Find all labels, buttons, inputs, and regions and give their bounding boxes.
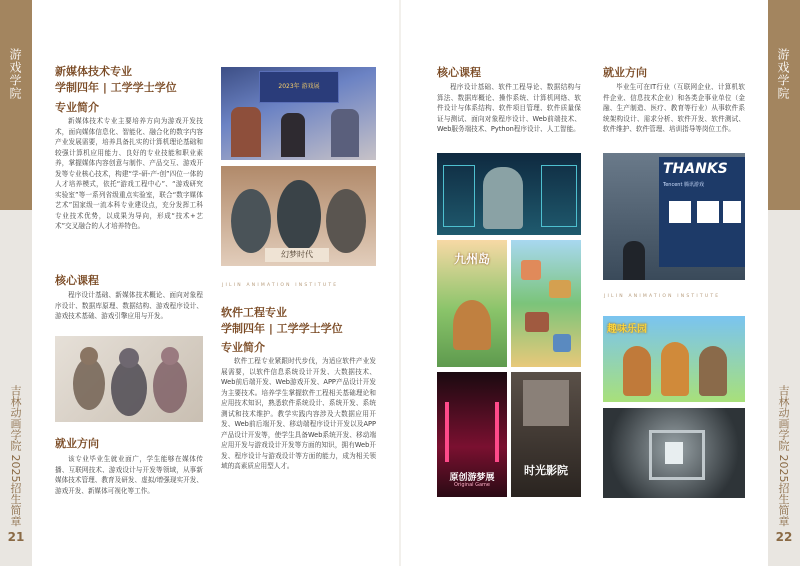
right-tab-label: 游戏学院 <box>776 48 790 100</box>
qr-code-1 <box>669 201 691 223</box>
jiuzhou-title: 九州岛 <box>453 252 490 266</box>
qr-code-2 <box>697 201 719 223</box>
render-caption: 幻梦时代 <box>265 248 329 262</box>
major1-degree: 学制四年 | 工学学士学位 <box>55 81 177 94</box>
qr-code-3 <box>723 201 741 223</box>
expo-banner: 2023年 游戏展 <box>259 71 339 103</box>
major2-title: 软件工程专业 <box>221 306 287 319</box>
left-page-number: 21 <box>7 530 25 544</box>
sci-fi-corridor-render <box>603 408 745 498</box>
original-game-exhibition-photo <box>437 372 507 497</box>
game-characters-render <box>221 166 376 266</box>
tencent-event-photo <box>603 153 745 280</box>
thanks-subtext: Tencent 腾讯游戏 <box>663 182 704 188</box>
game-map-screenshot <box>511 240 581 367</box>
thanks-text: THANKS <box>663 161 728 177</box>
expo-photo <box>221 67 376 160</box>
major1-intro-text: 新媒体技术专业主要培养方向为游戏开发技术，面向媒体信息化、智能化、融合化的数字内容产业发展需要，培养具备扎实的计算机理论基础和较强计算机应用能力、良好的专业技能和职业素养，掌握媒体内容创意与制作、产品交互、游戏开发等专业核心技术，构建“学-研-产-创”四位一体的人才培养模式，依托“游戏工程中心”、“游戏研究实验室”等一系列省级重点实验室，联合“数字媒体艺术”国家级一流本科专业建设点，充分发挥工科专业技术优势，以成果为导向，形成“技术+艺术”交叉融合的人才培养特色。 <box>55 117 203 230</box>
game-poster-jiuzhou <box>437 240 507 367</box>
major1-header <box>55 64 203 96</box>
sw-career-heading: 就业方向 <box>603 66 647 79</box>
sw-courses-heading: 核心课程 <box>437 66 481 79</box>
major1-title: 新媒体技术专业 <box>55 65 132 78</box>
sw-career-text: 毕业生可在IT行业（互联网企业、计算机软件企业、信息技术企业）和各类企事业单位（金融、生产制造、医疗、教育等行业）从事软件系统架构设计、需求分析、软件开发、软件测试、软件维护、软件管理、培训指导等岗位工作。 <box>603 83 745 133</box>
right-brand-line: JILIN ANIMATION INSTITUTE <box>604 294 721 299</box>
right-side-title: 吉林动画学院 2025招生简章 <box>777 385 790 527</box>
major1-intro-heading: 专业简介 <box>55 101 99 114</box>
major1-courses-text: 程序设计基础、新媒体技术概论、面向对象程序设计、数据库原理、数据结构、游戏程序设计、游戏技术基础、游戏引擎应用与开发。 <box>55 291 203 320</box>
major2-header <box>221 305 376 337</box>
original-game-subtitle: Original Game <box>453 482 491 488</box>
right-spine <box>768 0 800 566</box>
time-cinema-title: 时光影院 <box>524 464 568 477</box>
major1-career-heading: 就业方向 <box>55 437 99 450</box>
sw-courses-text: 程序设计基础、软件工程导论、数据结构与算法、数据库概论、操作系统、计算机网络、软件设计与体系结构、软件项目管理、软件质量保证与测试、面向对象程序设计、Web前端技术、Web服务端技术、Python程序设计、人工智能。 <box>437 83 581 133</box>
major2-intro-text: 软件工程专业紧跟时代步伐，为适应软件产业发展需要，以软件信息系统设计开发、大数据技术、Web前后端开发、Web游戏开发、APP产品设计开发为主要技术。培养学生掌握软件工程相关基础理论和应用技术知识，熟悉软件系统设计、系统开发、系统测试和技术维护。教学实践内容涉及大数据应用开发、Web前后端开发、移动端程序设计开发以及APP产品设计开发等，使学生具备Web系统开发、移动端应用开发与游戏设计开发等方面的知识，拥有Web开发、程序设计与游戏设计等方面的能力，成为相关领域的高素质应用型人才。 <box>221 357 376 470</box>
left-brand-line: JILIN ANIMATION INSTITUTE <box>222 283 339 288</box>
time-cinema-photo <box>511 372 581 497</box>
right-section-tab <box>768 0 800 210</box>
game-ui-screenshot <box>437 153 581 235</box>
left-tab-label: 游戏学院 <box>8 48 22 100</box>
original-game-title: 原创游梦展 <box>449 473 495 483</box>
major1-career-text: 该专业毕业生就业面广，学生能够在媒体传播、互联网技术、游戏设计与开发等领域，从事新媒体技术管理、教育及研发、虚拟/增强现实开发、游戏开发、新媒体可视化等工作。 <box>55 455 203 495</box>
character-illustration <box>55 336 203 422</box>
page-fold <box>399 0 401 566</box>
left-spine <box>0 0 32 566</box>
left-side-title: 吉林动画学院 2025招生简章 <box>9 385 22 527</box>
fun-game-title: 趣味乐园 <box>607 324 647 335</box>
right-page-number: 22 <box>775 530 793 544</box>
left-section-tab <box>0 0 32 210</box>
fun-game-screenshot <box>603 316 745 402</box>
major1-courses-heading: 核心课程 <box>55 274 99 287</box>
major2-intro-heading: 专业简介 <box>221 341 265 354</box>
major2-degree: 学制四年 | 工学学士学位 <box>221 322 343 335</box>
